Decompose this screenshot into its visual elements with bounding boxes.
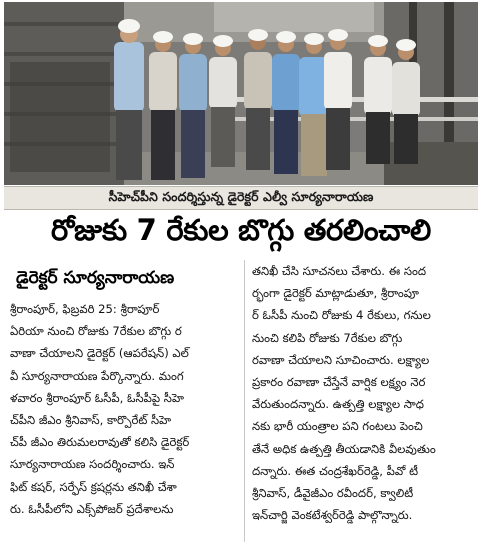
article-line: సూర్యనారాయణ సందర్శించారు. ఇన్: [10, 457, 175, 472]
article-line: ప్రకారం రవాణా చేస్తేనే వార్షిక లక్ష్యం నెర: [252, 374, 426, 389]
article-line: ర్ ఓసీపీ నుంచి రోజుకు 4 రేకులు, గనుల: [252, 308, 431, 323]
article-column-right: [252, 260, 482, 526]
headline: రోజుకు 7 రేకుల బొగ్గు తరలించాలి: [51, 213, 431, 247]
article-line: వాణా చేయాలని డైరెక్టర్ (ఆపరేషన్) ఎల్: [10, 346, 189, 361]
article-column-left: [10, 298, 240, 520]
column-divider: [244, 260, 245, 542]
photo-caption: సీహెచ్‌పీని సందర్శిస్తున్న డైరెక్టర్ ఎల్వీ సూర్యనారాయణ: [4, 186, 478, 210]
photo-scene: [4, 2, 478, 185]
article-line: శ్రీరాంపూర్, ఫిబ్రవరి 25: శ్రీరాపూర్: [10, 302, 160, 316]
article-line: శ్రీనివాస్, డీవైజీఎం రవీందర్, క్వాలిటీ: [252, 485, 414, 500]
article-line: వీ సూర్యనారాయణ పేర్కొన్నారు. మంగ: [10, 368, 184, 383]
article-line: నుంచి కలిపి రోజుకు 7రేకుల బొగ్గు: [252, 330, 403, 345]
news-photo: [4, 2, 478, 185]
article-line: ఏరియా నుంచి రోజుకు 7రేకుల బొగ్గు ర: [10, 324, 182, 339]
article-line: చ్‌పీ జీఎం తిరుమలరావుతో కలిసి డైరెక్టర్: [10, 435, 190, 450]
news-clipping: [4, 2, 478, 548]
article-line: తనిఖీ చేసి సూచనలు చేశారు. ఈ సంద: [252, 264, 427, 278]
article-line: నకు భారీ యంత్రాల పని గంటలు పెంచి: [252, 419, 423, 434]
article-line: తేనే అధిక ఉత్పత్తి తీయడానికి వీలవుతుం: [252, 441, 436, 456]
article-line: ఇన్‌చార్జి వెంకటేశ్వర్‌రెడ్డి పాల్గొన్నారు.: [252, 508, 413, 523]
article-line: ళవారం శ్రీరాంపూర్ ఓసీపీ, ఓసీపీపై సీహె: [10, 390, 184, 405]
article-line: రవాణా చేయాలని సూచించారు. లక్ష్యాల: [252, 352, 430, 367]
article-line: చ్‌పీని జీఎం శ్రీనివాస్, కార్పొరేట్ సీహె: [10, 412, 172, 427]
subheadline: డైరెక్టర్ సూర్యనారాయణ: [16, 268, 175, 288]
article-line: వేరుతుందన్నారు. ఉత్పత్తి లక్ష్యాల సాధ: [252, 397, 424, 412]
article-line: దన్నారు. ఈత చంద్రశేఖర్‌రెడ్డి, పీవో టీ: [252, 463, 419, 478]
article-line: ర్భంగా డైరెక్టర్ మాట్లాడుతూ, శ్రీరాంపూ: [252, 286, 419, 301]
article-line: రు. ఓసీపీలోని ఎక్స్‌పోజర్ ప్రదేశాలను: [10, 501, 174, 516]
article-line: ఫిట్ కషర్, సర్ఫేస్ క్రషర్లను తనిఖీ చేశా: [10, 479, 177, 494]
